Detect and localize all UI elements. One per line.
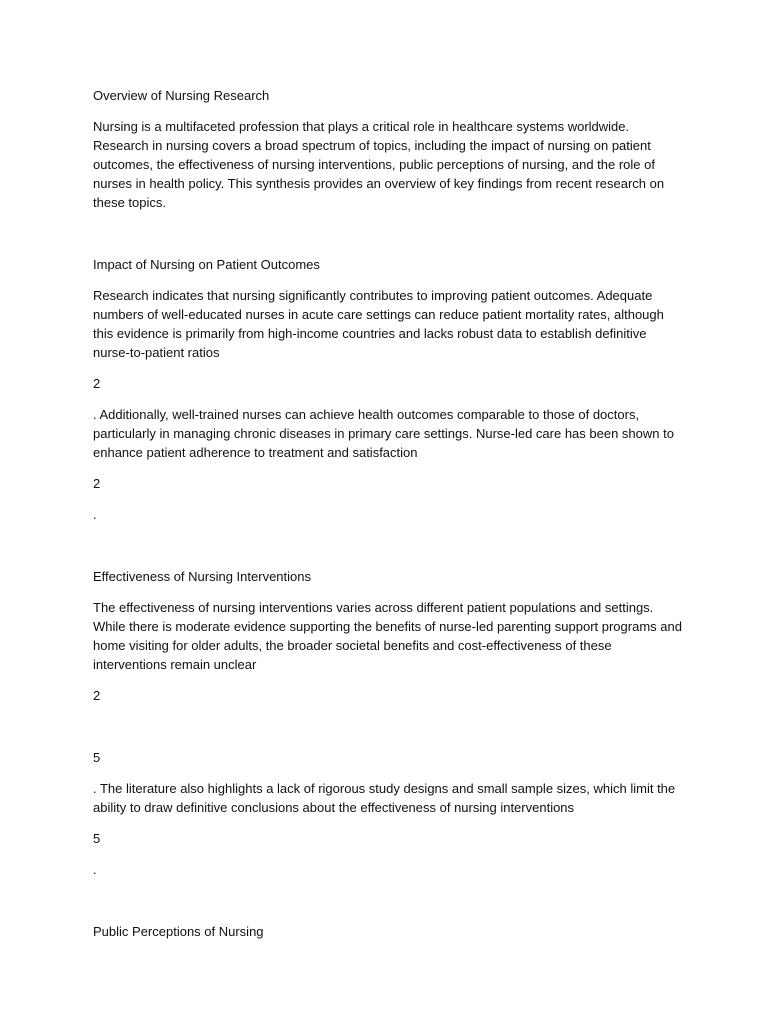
paragraph-interventions-2: . The literature also highlights a lack of rigorous study designs and small sample sizes, which limit the ability to draw definitive conclusions about the effectiveness of nursing interventions	[93, 781, 676, 815]
citation-marker: 5	[93, 831, 101, 846]
paragraph-overview: Nursing is a multifaceted profession that plays a critical role in healthcare systems worldwide. Research in nursing covers a broad spectrum of topics, including the impact of nursing on patient outcomes, the effectiveness of nursing interventions, public perceptions of nursing, and the role of nurses in health policy. This synthesis provides an overview of key findings from recent research on these topics.	[93, 119, 665, 210]
paragraph-period: .	[93, 862, 97, 877]
empty-line	[93, 536, 683, 555]
section-heading-interventions: Effectiveness of Nursing Interventions	[93, 569, 311, 584]
section-heading-public-perceptions: Public Perceptions of Nursing	[93, 924, 264, 939]
section-heading-patient-outcomes: Impact of Nursing on Patient Outcomes	[93, 257, 320, 272]
paragraph-patient-outcomes-1: Research indicates that nursing significantly contributes to improving patient outcomes. Adequate numbers of well-educated nurses in acute care settings can reduce patient mortality rates, although this evidence is primarily from high-income countries and lacks robust data to establish definitive nurse-to-patient ratios	[93, 288, 664, 360]
paragraph-period: .	[93, 507, 97, 522]
citation-marker: 2	[93, 376, 101, 391]
citation-marker: 2	[93, 476, 101, 491]
paragraph-patient-outcomes-2: . Additionally, well-trained nurses can achieve health outcomes comparable to those of doctors, particularly in managing chronic diseases in primary care settings. Nurse-led care has been shown to enhance patient adherence to treatment and satisfaction	[93, 407, 674, 460]
section-heading-overview: Overview of Nursing Research	[93, 88, 270, 103]
empty-line	[93, 891, 683, 910]
empty-line	[93, 224, 683, 243]
paragraph-interventions-1: The effectiveness of nursing interventions varies across different patient populations and settings. While there is moderate evidence supporting the benefits of nurse-led parenting support programs and home visiting for older adults, the broader societal benefits and cost-effectiveness of these interventions remain unclear	[93, 600, 682, 672]
empty-line	[93, 717, 683, 736]
citation-marker: 5	[93, 750, 101, 765]
document-body	[93, 86, 683, 953]
citation-marker: 2	[93, 688, 101, 703]
